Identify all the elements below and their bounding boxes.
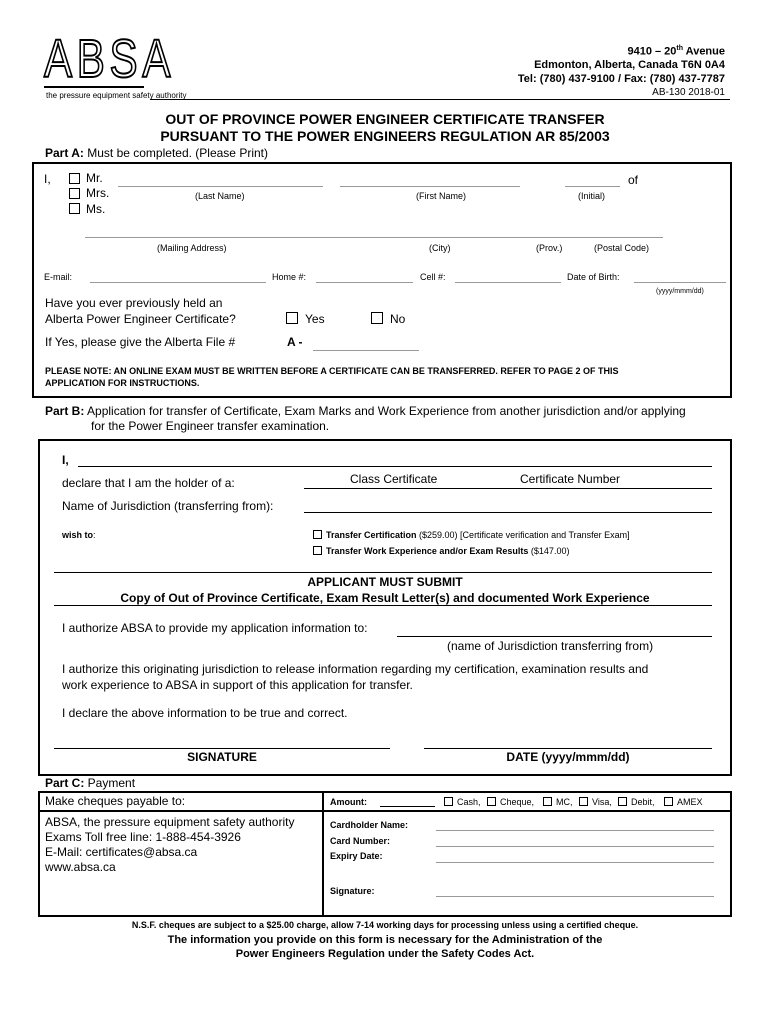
payee-website: www.absa.ca [45,860,116,874]
visa-checkbox[interactable] [579,797,588,806]
cell-label: Cell #: [420,272,446,282]
previous-cert-question-2: Alberta Power Engineer Certificate? [45,312,236,326]
amex-checkbox[interactable] [664,797,673,806]
postal-code-caption: (Postal Code) [594,243,650,253]
authorize-absa-text: I authorize ABSA to provide my application information to: [62,621,368,635]
no-checkbox[interactable] [371,312,383,324]
info-notice-line2: Power Engineers Regulation under the Safety Codes Act. [235,948,535,960]
part-a-box [32,162,732,398]
home-label: Home #: [272,272,307,282]
applicant-name-field[interactable] [78,466,712,467]
first-name-field[interactable] [340,186,520,187]
jurisdiction-name-caption: (name of Jurisdiction transferring from) [447,639,654,653]
mailing-address-caption: (Mailing Address) [157,243,227,253]
tollfree-line: Exams Toll free line: 1-888-454-3926 [45,830,241,844]
date-field[interactable] [424,748,712,749]
debit-checkbox[interactable] [618,797,627,806]
declare-holder-label: declare that I am the holder of a: [62,476,235,490]
mrs-checkbox[interactable] [69,188,80,199]
file-number-label: If Yes, please give the Alberta File # [45,335,236,349]
wish-to-label: wish to: [62,530,96,540]
transfer-certification-checkbox[interactable] [313,530,322,539]
cardholder-field[interactable] [436,830,714,831]
file-number-field[interactable] [313,350,419,351]
title-line1: OUT OF PROVINCE POWER ENGINEER CERTIFICATE TRANSFER [165,111,605,127]
mr-label: Mr. [86,171,103,185]
jurisdiction-label: Name of Jurisdiction (transferring from): [62,499,274,513]
part-a-heading: Part A: Must be completed. (Please Print) [45,146,268,160]
submit-rule-bottom [54,605,712,606]
last-name-caption: (Last Name) [195,191,245,201]
part-b-i-label: I, [62,453,69,467]
amount-label: Amount: [330,797,367,807]
yes-label: Yes [305,312,325,326]
dob-field[interactable] [634,282,726,283]
info-notice-line1: The information you provide on this form is necessary for the Administration of the [167,934,603,946]
form-number: AB-130 2018-01 [652,87,725,98]
note-line1: PLEASE NOTE: AN ONLINE EXAM MUST BE WRITTEN BEFORE A CERTIFICATE CAN BE TRANSFERRED. REFER TO PAGE 2 OF THIS [45,366,619,376]
first-name-caption: (First Name) [416,191,466,201]
nsf-notice: N.S.F. cheques are subject to a $25.00 charge, allow 7-14 working days for processing unless using a certified cheque. [131,920,639,930]
payee-email: E-Mail: certificates@absa.ca [45,845,198,859]
authorize-originating-line2: work experience to ABSA in support of this application for transfer. [62,678,413,692]
signature-field[interactable] [54,748,390,749]
mrs-label: Mrs. [86,186,110,200]
expiry-label: Expiry Date: [330,851,383,861]
title-line2: PURSUANT TO THE POWER ENGINEERS REGULATION AR 85/2003 [160,128,610,144]
class-certificate-field[interactable] [304,488,712,489]
card-number-field[interactable] [436,846,714,847]
date-caption: DATE (yyyy/mmm/dd) [506,750,630,764]
payment-signature-field[interactable] [436,896,714,897]
card-number-label: Card Number: [330,836,391,846]
cash-checkbox[interactable] [444,797,453,806]
note-line2: APPLICATION FOR INSTRUCTIONS. [45,378,200,388]
last-name-field[interactable] [118,186,323,187]
transfer-work-experience-checkbox[interactable] [313,546,322,555]
transfer-work-experience-label: Transfer Work Experience and/or Exam Results ($147.00) [326,546,570,556]
initial-field[interactable] [565,186,620,187]
cheque-label: Cheque, [500,797,535,807]
submit-requirements: Copy of Out of Province Certificate, Exam Result Letter(s) and documented Work Experience [120,591,650,605]
of-label: of [628,173,639,187]
payment-signature-label: Signature: [330,886,375,896]
cardholder-label: Cardholder Name: [330,820,409,830]
payable-rule [38,810,732,812]
logo-rule [44,86,144,88]
mc-label: MC, [556,797,573,807]
previous-cert-question-1: Have you ever previously held an [45,296,223,310]
certificate-number-label: Certificate Number [520,472,621,486]
submit-heading: APPLICANT MUST SUBMIT [307,575,463,589]
tagline: the pressure equipment safety authority [46,91,187,100]
email-label: E-mail: [44,272,73,282]
expiry-field[interactable] [436,862,714,863]
dob-label: Date of Birth: [567,272,620,282]
dob-format-caption: (yyyy/mmm/dd) [656,288,704,295]
part-b-heading: Part B: Application for transfer of Certificate, Exam Marks and Work Experience from another jurisdiction and/or applying [45,404,686,418]
cell-phone-field[interactable] [455,282,561,283]
part-a-i-label: I, [44,172,51,186]
amount-field[interactable] [380,806,435,807]
amex-label: AMEX [677,797,703,807]
ms-label: Ms. [86,202,106,216]
cash-label: Cash, [457,797,481,807]
header-rule [150,99,730,100]
class-certificate-label: Class Certificate [350,472,438,486]
authorize-originating-line1: I authorize this originating jurisdiction to release information regarding my certification, examination results and [62,662,649,676]
address-street: 9410 – 20th Avenue [627,45,725,58]
prov-caption: (Prov.) [536,243,563,253]
payable-label: Make cheques payable to: [45,794,186,808]
part-b-heading-2: for the Power Engineer transfer examination. [91,419,330,433]
signature-caption: SIGNATURE [187,750,257,764]
part-c-heading: Part C: Payment [45,776,136,790]
visa-label: Visa, [592,797,612,807]
transfer-certification-label: Transfer Certification ($259.00) [Certificate verification and Transfer Exam] [326,530,630,540]
city-caption: (City) [429,243,451,253]
payee-org: ABSA, the pressure equipment safety authority [45,815,295,829]
file-number-prefix: A - [287,335,303,349]
declare-true-text: I declare the above information to be true and correct. [62,706,348,720]
submit-rule-top [54,572,712,573]
debit-label: Debit, [631,797,655,807]
ms-checkbox[interactable] [69,203,80,214]
cheque-checkbox[interactable] [487,797,496,806]
initial-caption: (Initial) [578,191,606,201]
authorize-jurisdiction-field[interactable] [397,636,712,637]
mc-checkbox[interactable] [543,797,552,806]
jurisdiction-field[interactable] [304,512,712,513]
home-phone-field[interactable] [316,282,413,283]
address-phone: Tel: (780) 437-9100 / Fax: (780) 437-7787 [517,73,725,85]
email-field[interactable] [90,282,266,283]
mr-checkbox[interactable] [69,173,80,184]
absa-logo: ABSA [44,29,176,89]
mailing-address-field[interactable] [85,237,663,238]
no-label: No [390,312,406,326]
address-city: Edmonton, Alberta, Canada T6N 0A4 [534,59,725,71]
yes-checkbox[interactable] [286,312,298,324]
